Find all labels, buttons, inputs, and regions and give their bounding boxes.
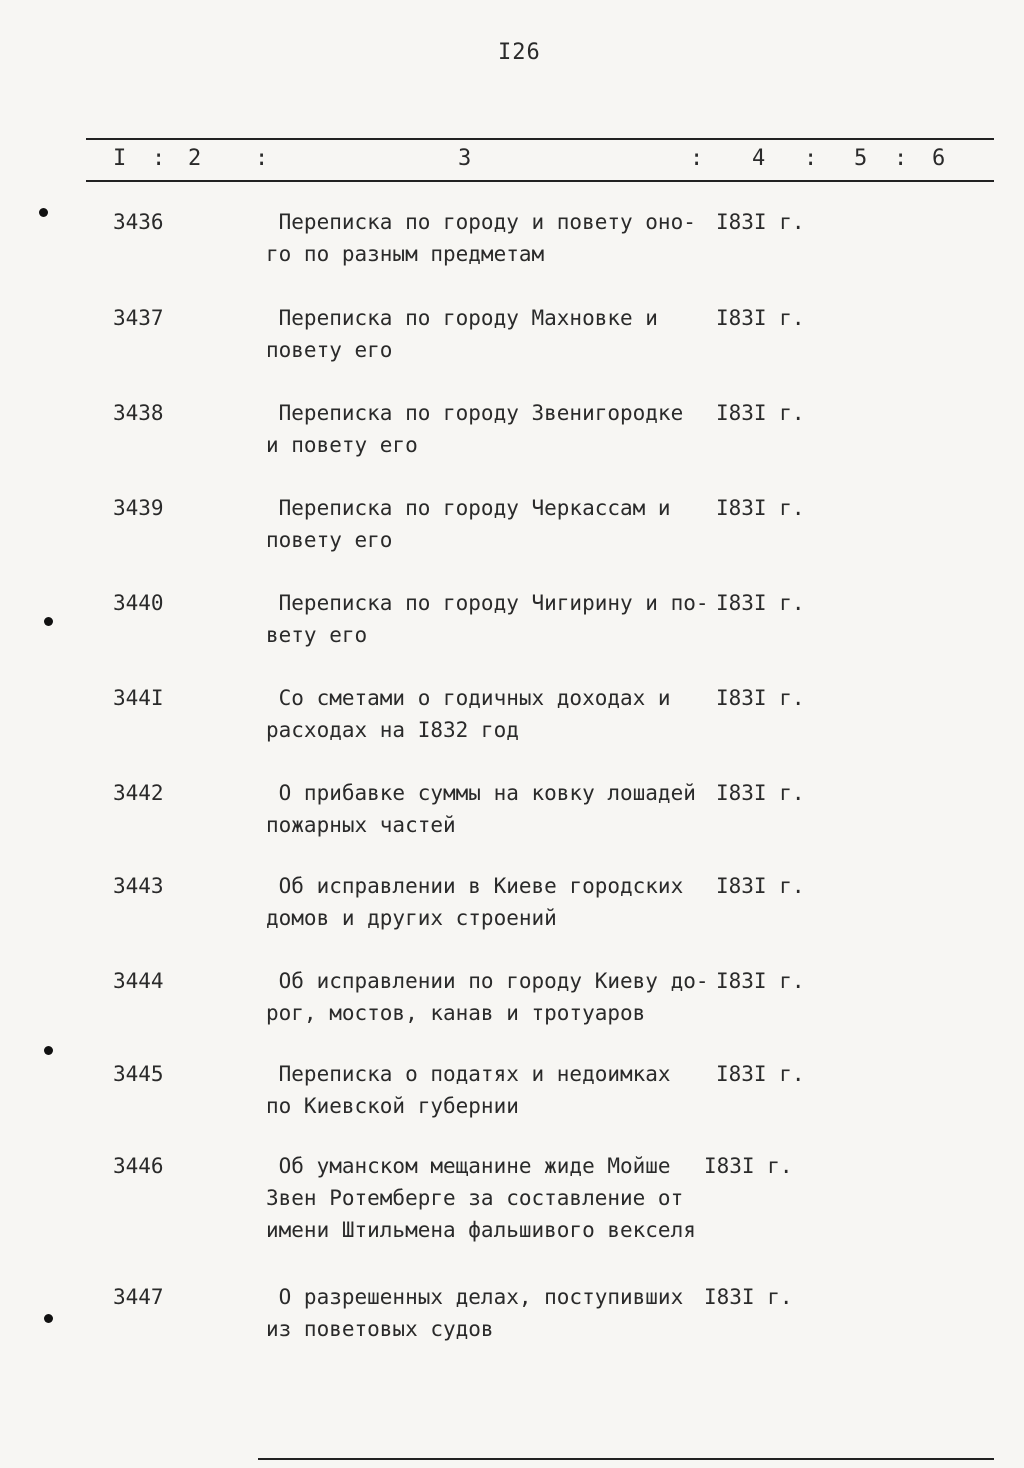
column-header-4: 4: [752, 146, 766, 171]
header-top-rule: [86, 138, 994, 140]
entry-number: 3444: [113, 969, 164, 993]
entry-title: О прибавке суммы на ковку лошадей пожарных частей: [266, 781, 696, 837]
entry-title: Об исправлении в Киеве городских домов и других строений: [266, 874, 684, 930]
entry-number: 3447: [113, 1285, 164, 1309]
entry-year: I83I г.: [716, 401, 805, 425]
column-header-2: 2: [188, 146, 202, 171]
column-separator: :: [690, 146, 704, 171]
entry-title: Об уманском мещанине жиде Мойше Звен Ротемберге за составление от имени Штильмена фальшивого векселя: [266, 1154, 696, 1242]
entry-year: I83I г.: [716, 686, 805, 710]
entry-year: I83I г.: [716, 969, 805, 993]
column-separator: :: [894, 146, 908, 171]
entry-number: 344I: [113, 686, 164, 710]
column-separator: :: [255, 146, 269, 171]
binding-hole-mark: [44, 617, 53, 626]
entry-title: О разрешенных делах, поступивших из поветовых судов: [266, 1285, 684, 1341]
entry-number: 3438: [113, 401, 164, 425]
entry-year: I83I г.: [716, 781, 805, 805]
entry-title: Об исправлении по городу Киеву до- рог, мостов, канав и тротуаров: [266, 969, 709, 1025]
entry-number: 3442: [113, 781, 164, 805]
entry-year: I83I г.: [716, 210, 805, 234]
column-header-5: 5: [854, 146, 868, 171]
entry-year: I83I г.: [716, 496, 805, 520]
entry-year: I83I г.: [716, 306, 805, 330]
footer-rule: [258, 1458, 994, 1460]
column-header-row: [0, 146, 1024, 174]
header-bottom-rule: [86, 180, 994, 182]
entry-title: Со сметами о годичных доходах и расходах на I832 год: [266, 686, 671, 742]
entry-year: I83I г.: [704, 1154, 793, 1178]
entry-number: 3446: [113, 1154, 164, 1178]
entry-year: I83I г.: [716, 874, 805, 898]
entry-title: Переписка по городу и повету оно- го по разным предметам: [266, 210, 696, 266]
binding-hole-mark: [44, 1314, 53, 1323]
entry-number: 3437: [113, 306, 164, 330]
entry-title: Переписка по городу Звенигородке и повету его: [266, 401, 684, 457]
entry-number: 3443: [113, 874, 164, 898]
binding-hole-mark: [44, 1046, 53, 1055]
column-header-6: 6: [932, 146, 946, 171]
entry-title: Переписка по городу Чигирину и по- вету его: [266, 591, 709, 647]
binding-hole-mark: [39, 208, 48, 217]
entry-year: I83I г.: [716, 591, 805, 615]
entry-title: Переписка о податях и недоимках по Киевской губернии: [266, 1062, 671, 1118]
column-header-3: 3: [458, 146, 472, 171]
entry-number: 3439: [113, 496, 164, 520]
page-number: I26: [498, 40, 541, 65]
entry-year: I83I г.: [704, 1285, 793, 1309]
entry-year: I83I г.: [716, 1062, 805, 1086]
entry-number: 3440: [113, 591, 164, 615]
column-separator: :: [804, 146, 818, 171]
entry-number: 3436: [113, 210, 164, 234]
entry-title: Переписка по городу Махновке и повету его: [266, 306, 658, 362]
entry-title: Переписка по городу Черкассам и повету его: [266, 496, 671, 552]
column-header-1: I: [113, 146, 127, 171]
entry-number: 3445: [113, 1062, 164, 1086]
column-separator: :: [152, 146, 166, 171]
